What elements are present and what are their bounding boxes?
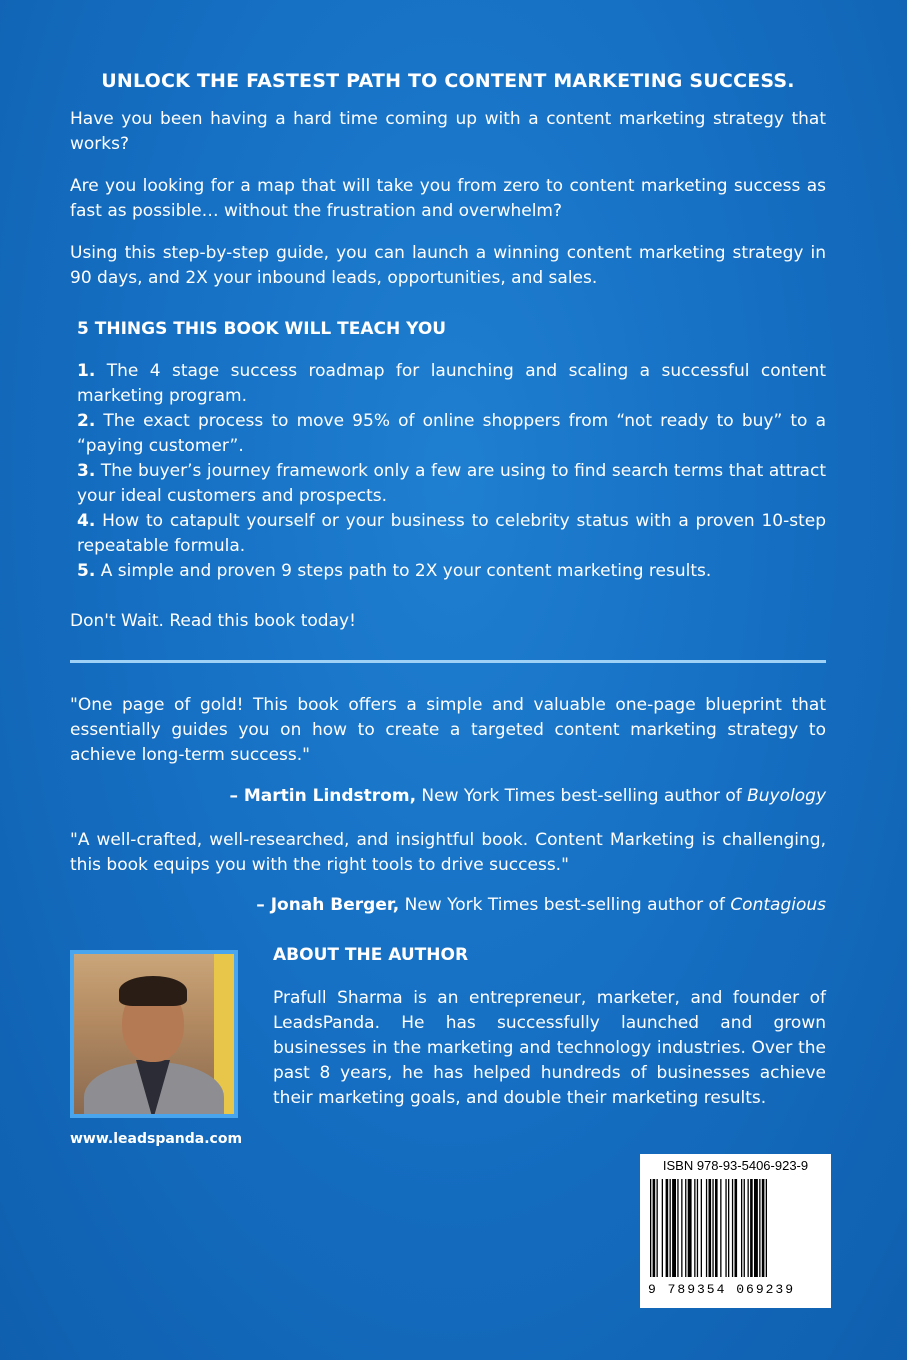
divider xyxy=(70,660,826,663)
list-item xyxy=(77,559,826,584)
author-website: www.leadspanda.com xyxy=(70,1131,243,1147)
testimonial-role: New York Times best-selling author of xyxy=(416,786,748,806)
list-item-text: A simple and proven 9 steps path to 2X your content marketing results. xyxy=(100,561,712,581)
list-item-number: 3. xyxy=(77,461,96,481)
testimonial-book: Buyology xyxy=(747,786,826,806)
list-item-text: The buyer’s journey framework only a few are using to find search terms that attract your ideal customers and prospects. xyxy=(77,461,826,506)
intro-paragraph-2: Are you looking for a map that will take you from zero to content marketing success as fast as possible… without the frustration and overwhelm? xyxy=(70,176,826,221)
testimonial-attribution-1 xyxy=(229,786,826,806)
list-item xyxy=(77,509,826,559)
testimonial-quote-1: "One page of gold! This book offers a simple and valuable one-page blueprint that essentially guides you on how to create a targeted content marketing strategy to achieve long-term success." xyxy=(70,695,826,765)
teach-list xyxy=(77,359,826,584)
author-portrait xyxy=(74,954,234,1114)
list-item-number: 1. xyxy=(77,361,96,381)
list-item-text: How to catapult yourself or your business to celebrity status with a proven 10-step repeatable formula. xyxy=(77,511,826,556)
about-author-heading: ABOUT THE AUTHOR xyxy=(273,945,469,965)
testimonial-quote-2: "A well-crafted, well-researched, and insightful book. Content Marketing is challenging, this book equips you with the right tools to drive success." xyxy=(70,830,826,875)
teach-heading: 5 THINGS THIS BOOK WILL TEACH YOU xyxy=(77,319,447,339)
barcode-bars xyxy=(648,1179,823,1277)
list-item-text: The 4 stage success roadmap for launching and scaling a successful content marketing program. xyxy=(77,361,826,406)
list-item xyxy=(77,409,826,459)
intro-paragraph-1: Have you been having a hard time coming up with a content marketing strategy that works? xyxy=(70,109,826,154)
testimonial-attribution-2 xyxy=(256,895,826,915)
author-photo xyxy=(70,950,238,1118)
isbn-digits: 9 789354 069239 xyxy=(648,1282,796,1297)
intro-paragraph-3: Using this step-by-step guide, you can launch a winning content marketing strategy in 90 days, and 2X your inbound leads, opportunities, and sales. xyxy=(70,243,826,288)
list-item-number: 2. xyxy=(77,411,96,431)
testimonial-book: Contagious xyxy=(730,895,826,915)
list-item-number: 4. xyxy=(77,511,96,531)
testimonial-name: – Martin Lindstrom, xyxy=(229,786,417,806)
testimonial-name: – Jonah Berger, xyxy=(256,895,400,915)
list-item-text: The exact process to move 95% of online shoppers from “not ready to buy” to a “paying customer”. xyxy=(77,411,826,456)
headline: UNLOCK THE FASTEST PATH TO CONTENT MARKETING SUCCESS. xyxy=(101,70,795,92)
list-item-number: 5. xyxy=(77,561,96,581)
call-to-action: Don't Wait. Read this book today! xyxy=(70,611,356,631)
isbn-barcode xyxy=(640,1154,831,1308)
about-author-bio: Prafull Sharma is an entrepreneur, marketer, and founder of LeadsPanda. He has successfully launched and grown businesses in the marketing and technology industries. Over the past 8 years, he has helped hundreds of businesses achieve their marketing goals, and double their marketing results. xyxy=(273,988,826,1108)
testimonial-role: New York Times best-selling author of xyxy=(399,895,731,915)
isbn-label: ISBN 978-93-5406-923-9 xyxy=(662,1158,809,1173)
list-item xyxy=(77,459,826,509)
list-item xyxy=(77,359,826,409)
